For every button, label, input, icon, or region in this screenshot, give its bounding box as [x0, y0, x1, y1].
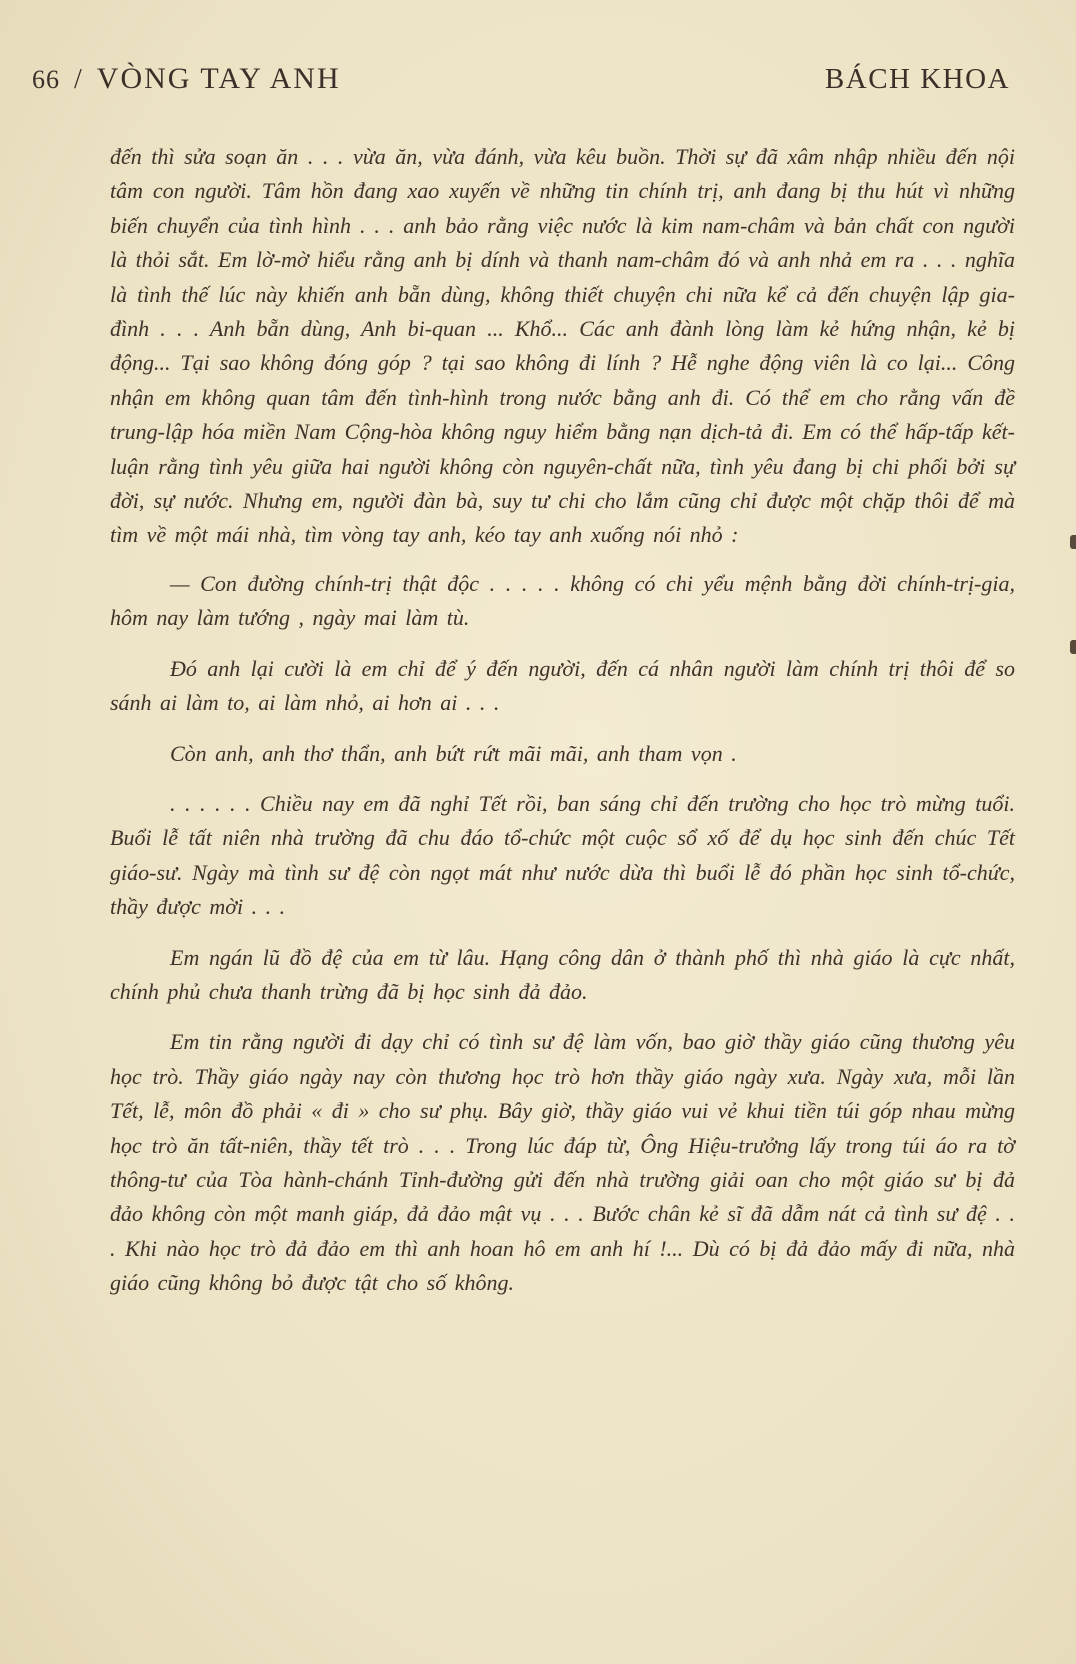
paragraph-2-dialogue: — Con đường chính-trị thật độc . . . . . không có chi yểu mệnh bằng đời chính-trị-gia, hôm nay làm tướng , ngày mai làm tù. [110, 570, 1015, 631]
paragraph-4: Còn anh, anh thơ thẩn, anh bứt rứt mãi mãi, anh tham vọn . [170, 740, 737, 766]
page-edge-mark [1070, 640, 1076, 654]
paragraph-6: Em ngán lũ đồ đệ của em từ lâu. Hạng công dân ở thành phố thì nhà giáo là cực nhất, chính phủ chưa thanh trừng đã bị học sinh đả đảo. [110, 944, 1015, 1004]
paragraph-1: đến thì sửa soạn ăn . . . vừa ăn, vừa đánh, vừa kêu buồn. Thời sự đã xâm nhập nhiều đến nội tâm con người. Tâm hồn đang xao xuyến về những tin chính trị, anh đang bị thu hút vì những biến chuyển của tình hình . . . anh bảo rằng việc nước là kim nam-châm và bản chất con người là thỏi sắt. Em lờ-mờ hiểu rằng anh bị dính và thanh nam-châm đó và anh nhả em ra . . . nghĩa là tình thế lúc này khiến anh bẵn dùng, không thiết chuyện chi nữa kể cả đến chuyện lập gia-đình . . . Anh bẵn dùng, Anh bi-quan ... Khổ... Các anh đành lòng làm kẻ hứng nhận, kẻ bị động... Tại sao không đóng góp ? tại sao không đi lính ? Hễ nghe động viên là co lại... Công nhận em không quan tâm đến tình-hình trong nước bằng anh đi. Có thể em cho rằng vấn đề trung-lập hóa miền Nam Cộng-hòa không nguy hiểm bằng nạn dịch-tả đi. Em có thể hấp-tấp kết-luận rằng tình yêu giữa hai người không còn nguyên-chất nữa, tình yêu đang bị chi phối bởi sự đời, sự nước. Nhưng em, người đàn bà, suy tư chi cho lắm cũng chỉ được một chặp thôi để mà tìm về một mái nhà, tìm vòng tay anh, kéo tay anh xuống nói nhỏ : [110, 144, 1015, 548]
header-left [32, 62, 341, 96]
page-header [32, 62, 1010, 112]
paragraph-5: . . . . . . Chiều nay em đã nghỉ Tết rồi, ban sáng chỉ đến trường cho học trò mừng tuổi. Buổi lễ tất niên nhà trường đã chu đáo tổ-chức một cuộc sổ xố để dụ học sinh đến chúc Tết giáo-sư. Ngày mà tình sư đệ còn ngọt mát như nước dừa thì buổi lễ đó phần học sinh tổ-chức, thầy được mời . . . [110, 790, 1015, 920]
paragraph-3: Đó anh lại cười là em chỉ để ý đến người, đến cá nhân người làm chính trị thôi để so sánh ai làm to, ai làm nhỏ, ai hơn ai . . . [110, 655, 1015, 716]
article-body [110, 140, 1015, 1301]
paragraph-7: Em tin rằng người đi dạy chỉ có tình sư đệ làm vốn, bao giờ thầy giáo cũng thương yêu học trò. Thầy giáo ngày nay còn thương học trò hơn thầy giáo ngày xưa. Ngày xưa, mỗi lần Tết, lễ, môn đồ phải « đi » cho sư phụ. Bây giờ, thầy giáo vui vẻ khui tiền túi góp nhau mừng học trò ăn tất-niên, thầy tết trò . . . Trong lúc đáp từ, Ông Hiệu-trưởng lấy trong túi áo ra tờ thông-tư của Tòa hành-chánh Tỉnh-đường gửi đến nhà trường giải oan cho một giáo sư bị đả đảo không còn một manh giáp, đả đảo mật vụ . . . Bước chân kẻ sĩ đã dẫm nát cả tình sư đệ . . . Khi nào học trò đả đảo em thì anh hoan hô em anh hí !... Dù có bị đả đảo mấy đi nữa, nhà giáo cũng không bỏ được tật cho số không. [110, 1029, 1015, 1296]
page-edge-mark [1070, 535, 1076, 549]
page-number: 66 [32, 65, 60, 94]
running-title: VÒNG TAY ANH [96, 62, 341, 95]
magazine-title: BÁCH KHOA [824, 63, 1010, 95]
header-separator: / [74, 64, 83, 95]
